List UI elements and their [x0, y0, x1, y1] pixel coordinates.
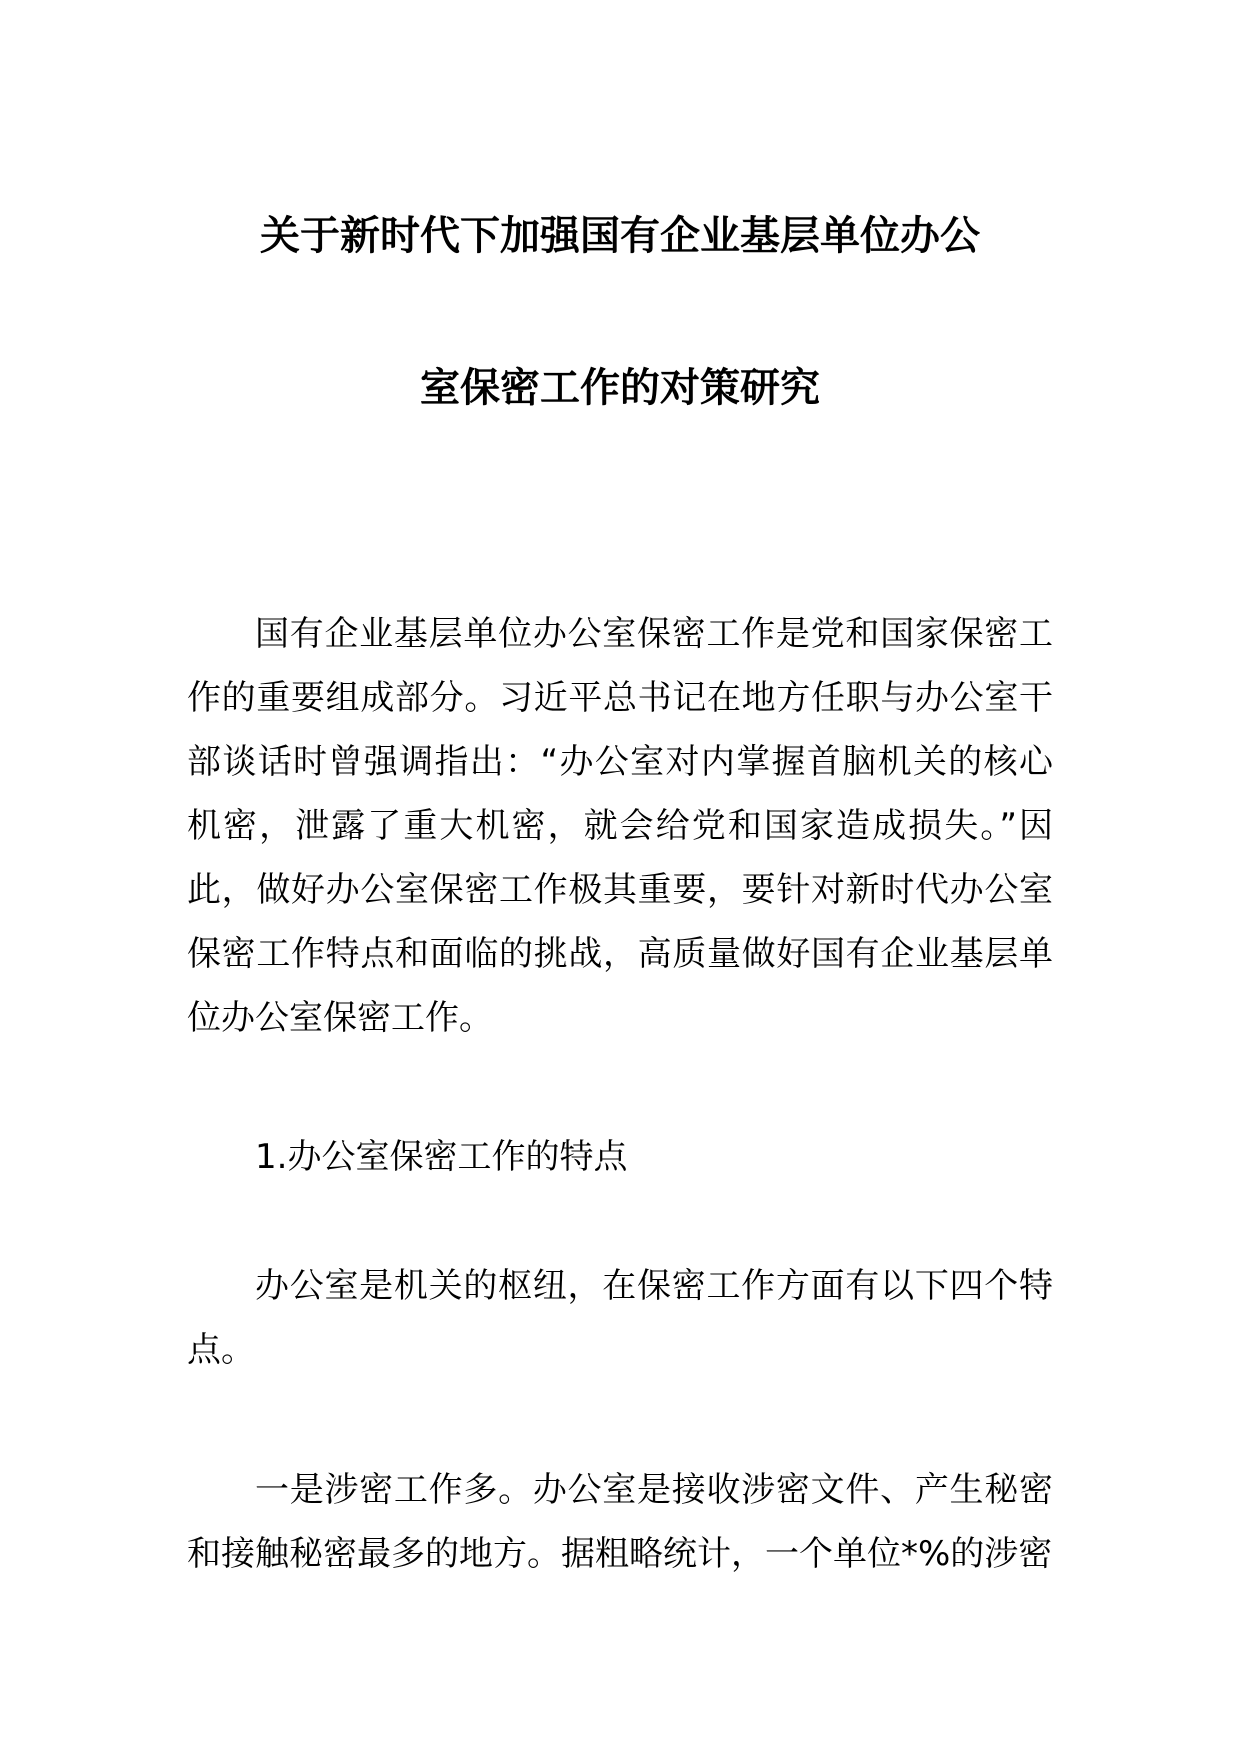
paragraph-intro: 国有企业基层单位办公室保密工作是党和国家保密工作的重要组成部分。习近平总书记在地方任职与办公室干部谈话时曾强调指出：“办公室对内掌握首脑机关的核心机密，泄露了重大机密，就会给党和国家造成损失。”因此，做好办公室保密工作极其重要，要针对新时代办公室保密工作特点和面临的挑战，高质量做好国有企业基层单位办公室保密工作。: [187, 614, 1053, 1038]
document-title-line-1: 关于新时代下加强国有企业基层单位办公: [260, 213, 980, 259]
paragraph-point-one: 一是涉密工作多。办公室是接收涉密文件、产生秘密和接触秘密最多的地方。据粗略统计，一个单位*%的涉密: [187, 1470, 1053, 1574]
section-heading: 1.办公室保密工作的特点: [255, 1137, 628, 1177]
document-title-line-2: 室保密工作的对策研究: [420, 365, 820, 411]
paragraph-section-intro: 办公室是机关的枢纽，在保密工作方面有以下四个特点。: [187, 1266, 1053, 1370]
